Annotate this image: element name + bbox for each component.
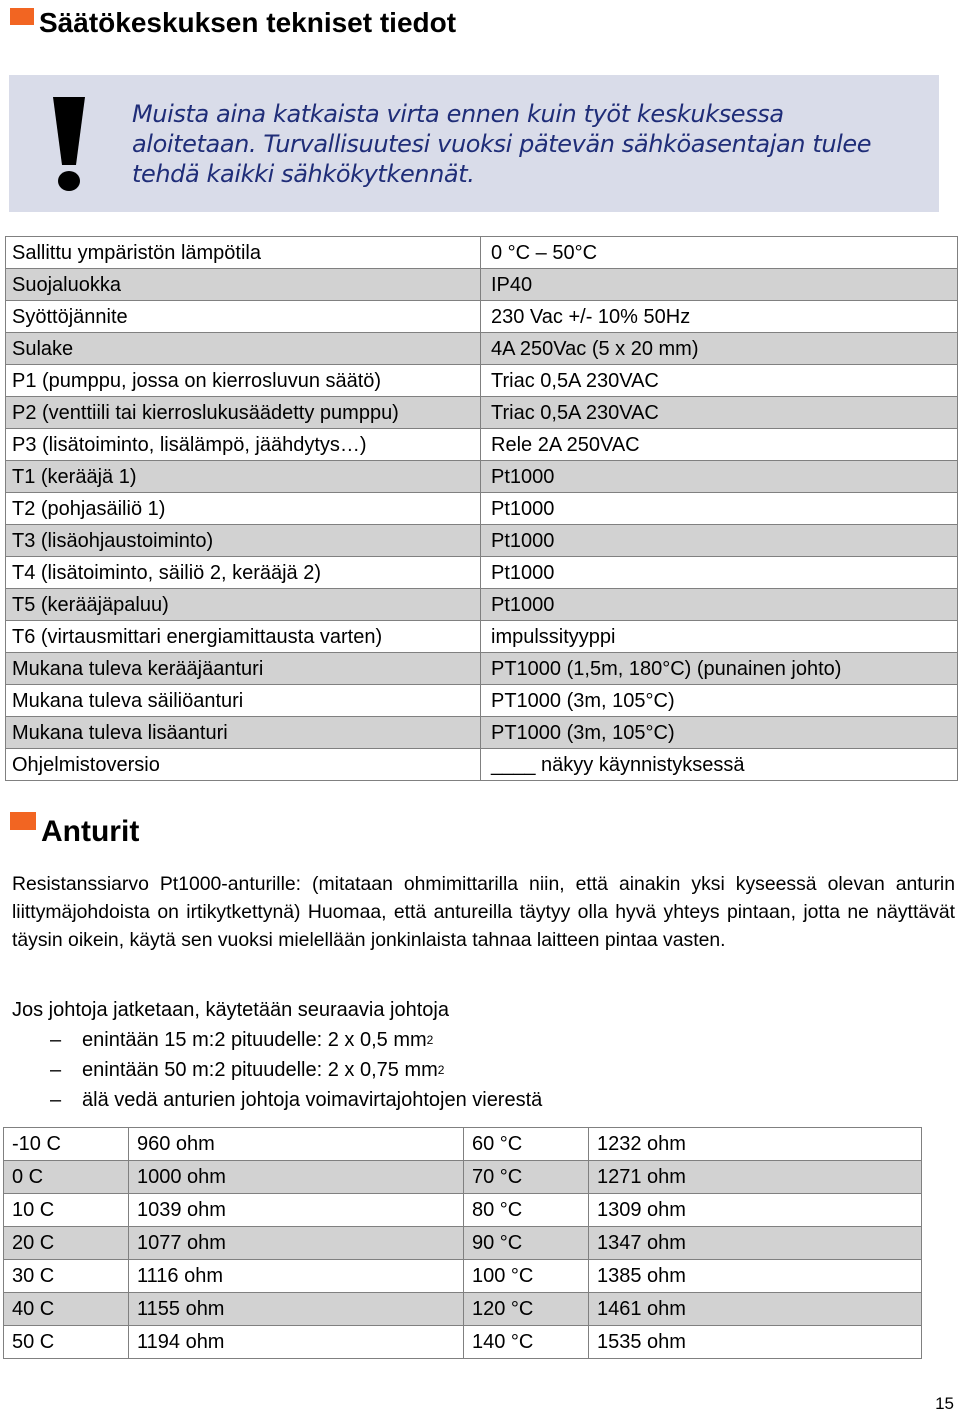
spec-value: Pt1000 <box>481 493 958 525</box>
page-number: 15 <box>935 1394 954 1413</box>
spec-label: P2 (venttiili tai kierroslukusäädetty pumppu) <box>6 397 481 429</box>
temperature-cell: 0 C <box>4 1161 129 1194</box>
temperature-cell: 140 °C <box>464 1326 589 1359</box>
resistance-row <box>4 1194 922 1227</box>
bullet-text: enintään 50 m:2 pituudelle: 2 x 0,75 mm <box>82 1059 438 1081</box>
spec-value: 0 °C – 50°C <box>481 237 958 269</box>
sensor-description: Resistanssiarvo Pt1000-anturille: (mitataan ohmimittarilla niin, että ainakin yksi kyseessä olevan anturin liittymäjohdoista on irtikytkettynä) Huomaa, että antureilla täytyy olla hyvä yhteys pintaan, jotta ne näyttävät täysin oikein, käytä sen vuoksi mielellään jonkinlaista tahnaa laitteen pintaa vasten. <box>12 873 955 951</box>
spec-value: PT1000 (3m, 105°C) <box>481 685 958 717</box>
spec-label: T2 (pohjasäiliö 1) <box>6 493 481 525</box>
spec-value: IP40 <box>481 269 958 301</box>
temperature-cell: 10 C <box>4 1194 129 1227</box>
spec-label: T3 (lisäohjaustoiminto) <box>6 525 481 557</box>
spec-label: Mukana tuleva lisäanturi <box>6 717 481 749</box>
temperature-cell: 50 C <box>4 1326 129 1359</box>
spec-row <box>6 269 958 301</box>
spec-row <box>6 365 958 397</box>
spec-value: 230 Vac +/- 10% 50Hz <box>481 301 958 333</box>
spec-value: Pt1000 <box>481 461 958 493</box>
spec-row <box>6 717 958 749</box>
spec-label: T4 (lisätoiminto, säiliö 2, kerääjä 2) <box>6 557 481 589</box>
spec-label: P1 (pumppu, jossa on kierrosluvun säätö) <box>6 365 481 397</box>
resistance-cell: 1461 ohm <box>589 1293 922 1326</box>
section-title: Anturit <box>41 815 140 848</box>
exclamation-icon <box>49 95 89 195</box>
resistance-row <box>4 1161 922 1194</box>
spec-table <box>5 236 958 781</box>
spec-row <box>6 685 958 717</box>
orange-square-marker <box>10 812 36 830</box>
spec-row <box>6 429 958 461</box>
cable-extension-lead: Jos johtoja jatketaan, käytetään seuraavia johtoja <box>12 999 449 1021</box>
temperature-cell: 40 C <box>4 1293 129 1326</box>
spec-label: Sallittu ympäristön lämpötila <box>6 237 481 269</box>
spec-row <box>6 397 958 429</box>
resistance-cell: 1347 ohm <box>589 1227 922 1260</box>
spec-value: ____ näkyy käynnistyksessä <box>481 749 958 781</box>
orange-square-marker <box>10 8 34 25</box>
temperature-cell: 60 °C <box>464 1128 589 1161</box>
resistance-cell: 1309 ohm <box>589 1194 922 1227</box>
resistance-row <box>4 1260 922 1293</box>
bullet-item <box>50 1085 542 1115</box>
spec-value: impulssityyppi <box>481 621 958 653</box>
warning-line: tehdä kaikki sähkökytkennät. <box>132 160 475 188</box>
bullet-dash: – <box>50 1029 62 1051</box>
temperature-cell: 70 °C <box>464 1161 589 1194</box>
cable-bullet-list <box>50 1025 542 1115</box>
section-heading-sensors <box>10 810 139 851</box>
temperature-cell: 90 °C <box>464 1227 589 1260</box>
spec-label: T5 (kerääjäpaluu) <box>6 589 481 621</box>
spec-value: Pt1000 <box>481 589 958 621</box>
temperature-cell: 80 °C <box>464 1194 589 1227</box>
spec-label: Sulake <box>6 333 481 365</box>
resistance-cell: 1271 ohm <box>589 1161 922 1194</box>
spec-value: Rele 2A 250VAC <box>481 429 958 461</box>
spec-row <box>6 525 958 557</box>
bullet-superscript: 2 <box>426 1033 434 1047</box>
temperature-cell: 100 °C <box>464 1260 589 1293</box>
warning-box <box>9 75 939 212</box>
resistance-row <box>4 1326 922 1359</box>
spec-value: Triac 0,5A 230VAC <box>481 365 958 397</box>
spec-label: Mukana tuleva kerääjäanturi <box>6 653 481 685</box>
spec-label: Suojaluokka <box>6 269 481 301</box>
warning-text <box>132 99 922 189</box>
spec-row <box>6 653 958 685</box>
resistance-row <box>4 1227 922 1260</box>
temperature-cell: 20 C <box>4 1227 129 1260</box>
spec-value: Pt1000 <box>481 525 958 557</box>
bullet-item <box>50 1025 542 1055</box>
resistance-cell: 1039 ohm <box>129 1194 464 1227</box>
resistance-cell: 960 ohm <box>129 1128 464 1161</box>
resistance-cell: 1000 ohm <box>129 1161 464 1194</box>
spec-value: PT1000 (1,5m, 180°C) (punainen johto) <box>481 653 958 685</box>
bullet-dash: – <box>50 1059 62 1081</box>
section-heading-technical <box>10 4 456 42</box>
resistance-cell: 1232 ohm <box>589 1128 922 1161</box>
resistance-cell: 1194 ohm <box>129 1326 464 1359</box>
resistance-cell: 1155 ohm <box>129 1293 464 1326</box>
temperature-cell: -10 C <box>4 1128 129 1161</box>
spec-label: Mukana tuleva säiliöanturi <box>6 685 481 717</box>
spec-label: T6 (virtausmittari energiamittausta varten) <box>6 621 481 653</box>
spec-row <box>6 493 958 525</box>
spec-label: T1 (kerääjä 1) <box>6 461 481 493</box>
resistance-cell: 1116 ohm <box>129 1260 464 1293</box>
bullet-text: enintään 15 m:2 pituudelle: 2 x 0,5 mm <box>82 1029 427 1051</box>
resistance-cell: 1535 ohm <box>589 1326 922 1359</box>
spec-row <box>6 237 958 269</box>
spec-label: Syöttöjännite <box>6 301 481 333</box>
resistance-row <box>4 1128 922 1161</box>
spec-row <box>6 589 958 621</box>
temperature-cell: 30 C <box>4 1260 129 1293</box>
spec-value: Pt1000 <box>481 557 958 589</box>
bullet-item <box>50 1055 542 1085</box>
spec-value: 4A 250Vac (5 x 20 mm) <box>481 333 958 365</box>
spec-value: PT1000 (3m, 105°C) <box>481 717 958 749</box>
resistance-table <box>3 1127 922 1359</box>
resistance-row <box>4 1293 922 1326</box>
spec-row <box>6 461 958 493</box>
warning-line: Muista aina katkaista virta ennen kuin työt keskuksessa <box>132 100 784 128</box>
spec-row <box>6 621 958 653</box>
warning-line: aloitetaan. Turvallisuutesi vuoksi pätevän sähköasentajan tulee <box>132 130 872 158</box>
spec-value: Triac 0,5A 230VAC <box>481 397 958 429</box>
spec-row <box>6 333 958 365</box>
spec-row <box>6 749 958 781</box>
bullet-dash: – <box>50 1089 62 1111</box>
bullet-superscript: 2 <box>437 1063 445 1077</box>
resistance-cell: 1077 ohm <box>129 1227 464 1260</box>
spec-label: Ohjelmistoversio <box>6 749 481 781</box>
spec-row <box>6 301 958 333</box>
spec-label: P3 (lisätoiminto, lisälämpö, jäähdytys…) <box>6 429 481 461</box>
bullet-text: älä vedä anturien johtoja voimavirtajohtojen vierestä <box>82 1089 543 1111</box>
temperature-cell: 120 °C <box>464 1293 589 1326</box>
resistance-cell: 1385 ohm <box>589 1260 922 1293</box>
page-title: Säätökeskuksen tekniset tiedot <box>39 7 457 38</box>
spec-row <box>6 557 958 589</box>
